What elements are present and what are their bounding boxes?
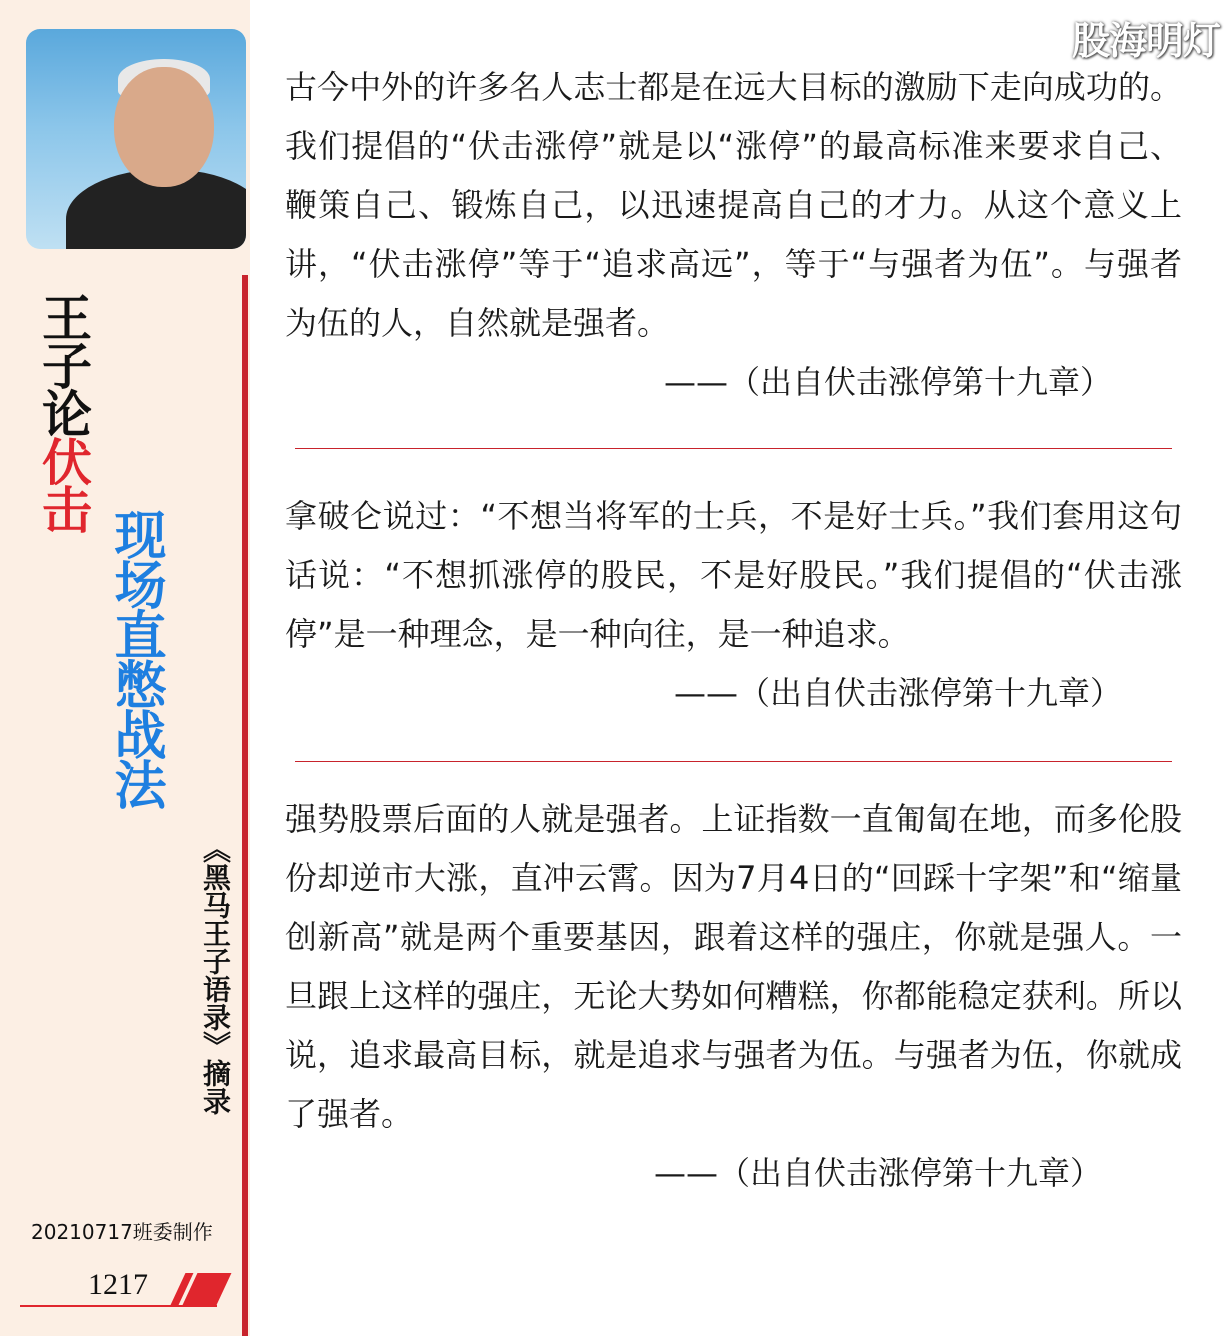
title-vertical	[34, 292, 93, 532]
title-black: 王子论	[34, 292, 93, 436]
divider-bar	[242, 275, 248, 1336]
content	[285, 58, 1182, 1203]
author-photo	[26, 29, 246, 249]
source-note: 《黑马王子语录》摘录	[199, 835, 232, 1115]
underline	[20, 1305, 217, 1307]
title-red: 伏击	[34, 436, 93, 532]
sidebar	[0, 0, 250, 1336]
passage-2: 拿破仑说过：“不想当将军的士兵，不是好士兵。”我们套用这句话说：“不想抓涨停的股民，不是好股民。”我们提倡的“伏击涨停”是一种理念，是一种向往，是一种追求。	[285, 497, 1182, 653]
passage-2-source: ——（出自伏击涨停第十九章）	[673, 674, 1122, 712]
issue-number: 1217	[88, 1268, 148, 1301]
subtitle-vertical: 现场直憋战法	[105, 508, 166, 808]
passage-3-source: ——（出自伏击涨停第十九章）	[653, 1154, 1102, 1192]
passage-1-source: ——（出自伏击涨停第十九章）	[663, 363, 1112, 401]
passage-3: 强势股票后面的人就是强者。上证指数一直匍匐在地，而多伦股份却逆市大涨，直冲云霄。因为7月4日的“回踩十字架”和“缩量创新高”就是两个重要基因，跟着这样的强庄，你就是强人。一旦跟上这样的强庄，无论大势如何糟糕，你都能稳定获利。所以说，追求最高目标，就是追求与强者为伍。与强者为伍，你就成了强者。	[285, 800, 1182, 1133]
watermark: 股海明灯	[1072, 19, 1221, 63]
credit: 20210717班委制作	[31, 1220, 213, 1244]
passage-1: 古今中外的许多名人志士都是在远大目标的激励下走向成功的。我们提倡的“伏击涨停”就是以“涨停”的最高标准来要求自己、鞭策自己、锻炼自己，以迅速提高自己的才力。从这个意义上讲，“伏击涨停”等于“追求高远”，等于“与强者为伍”。与强者为伍的人，自然就是强者。	[285, 68, 1182, 342]
